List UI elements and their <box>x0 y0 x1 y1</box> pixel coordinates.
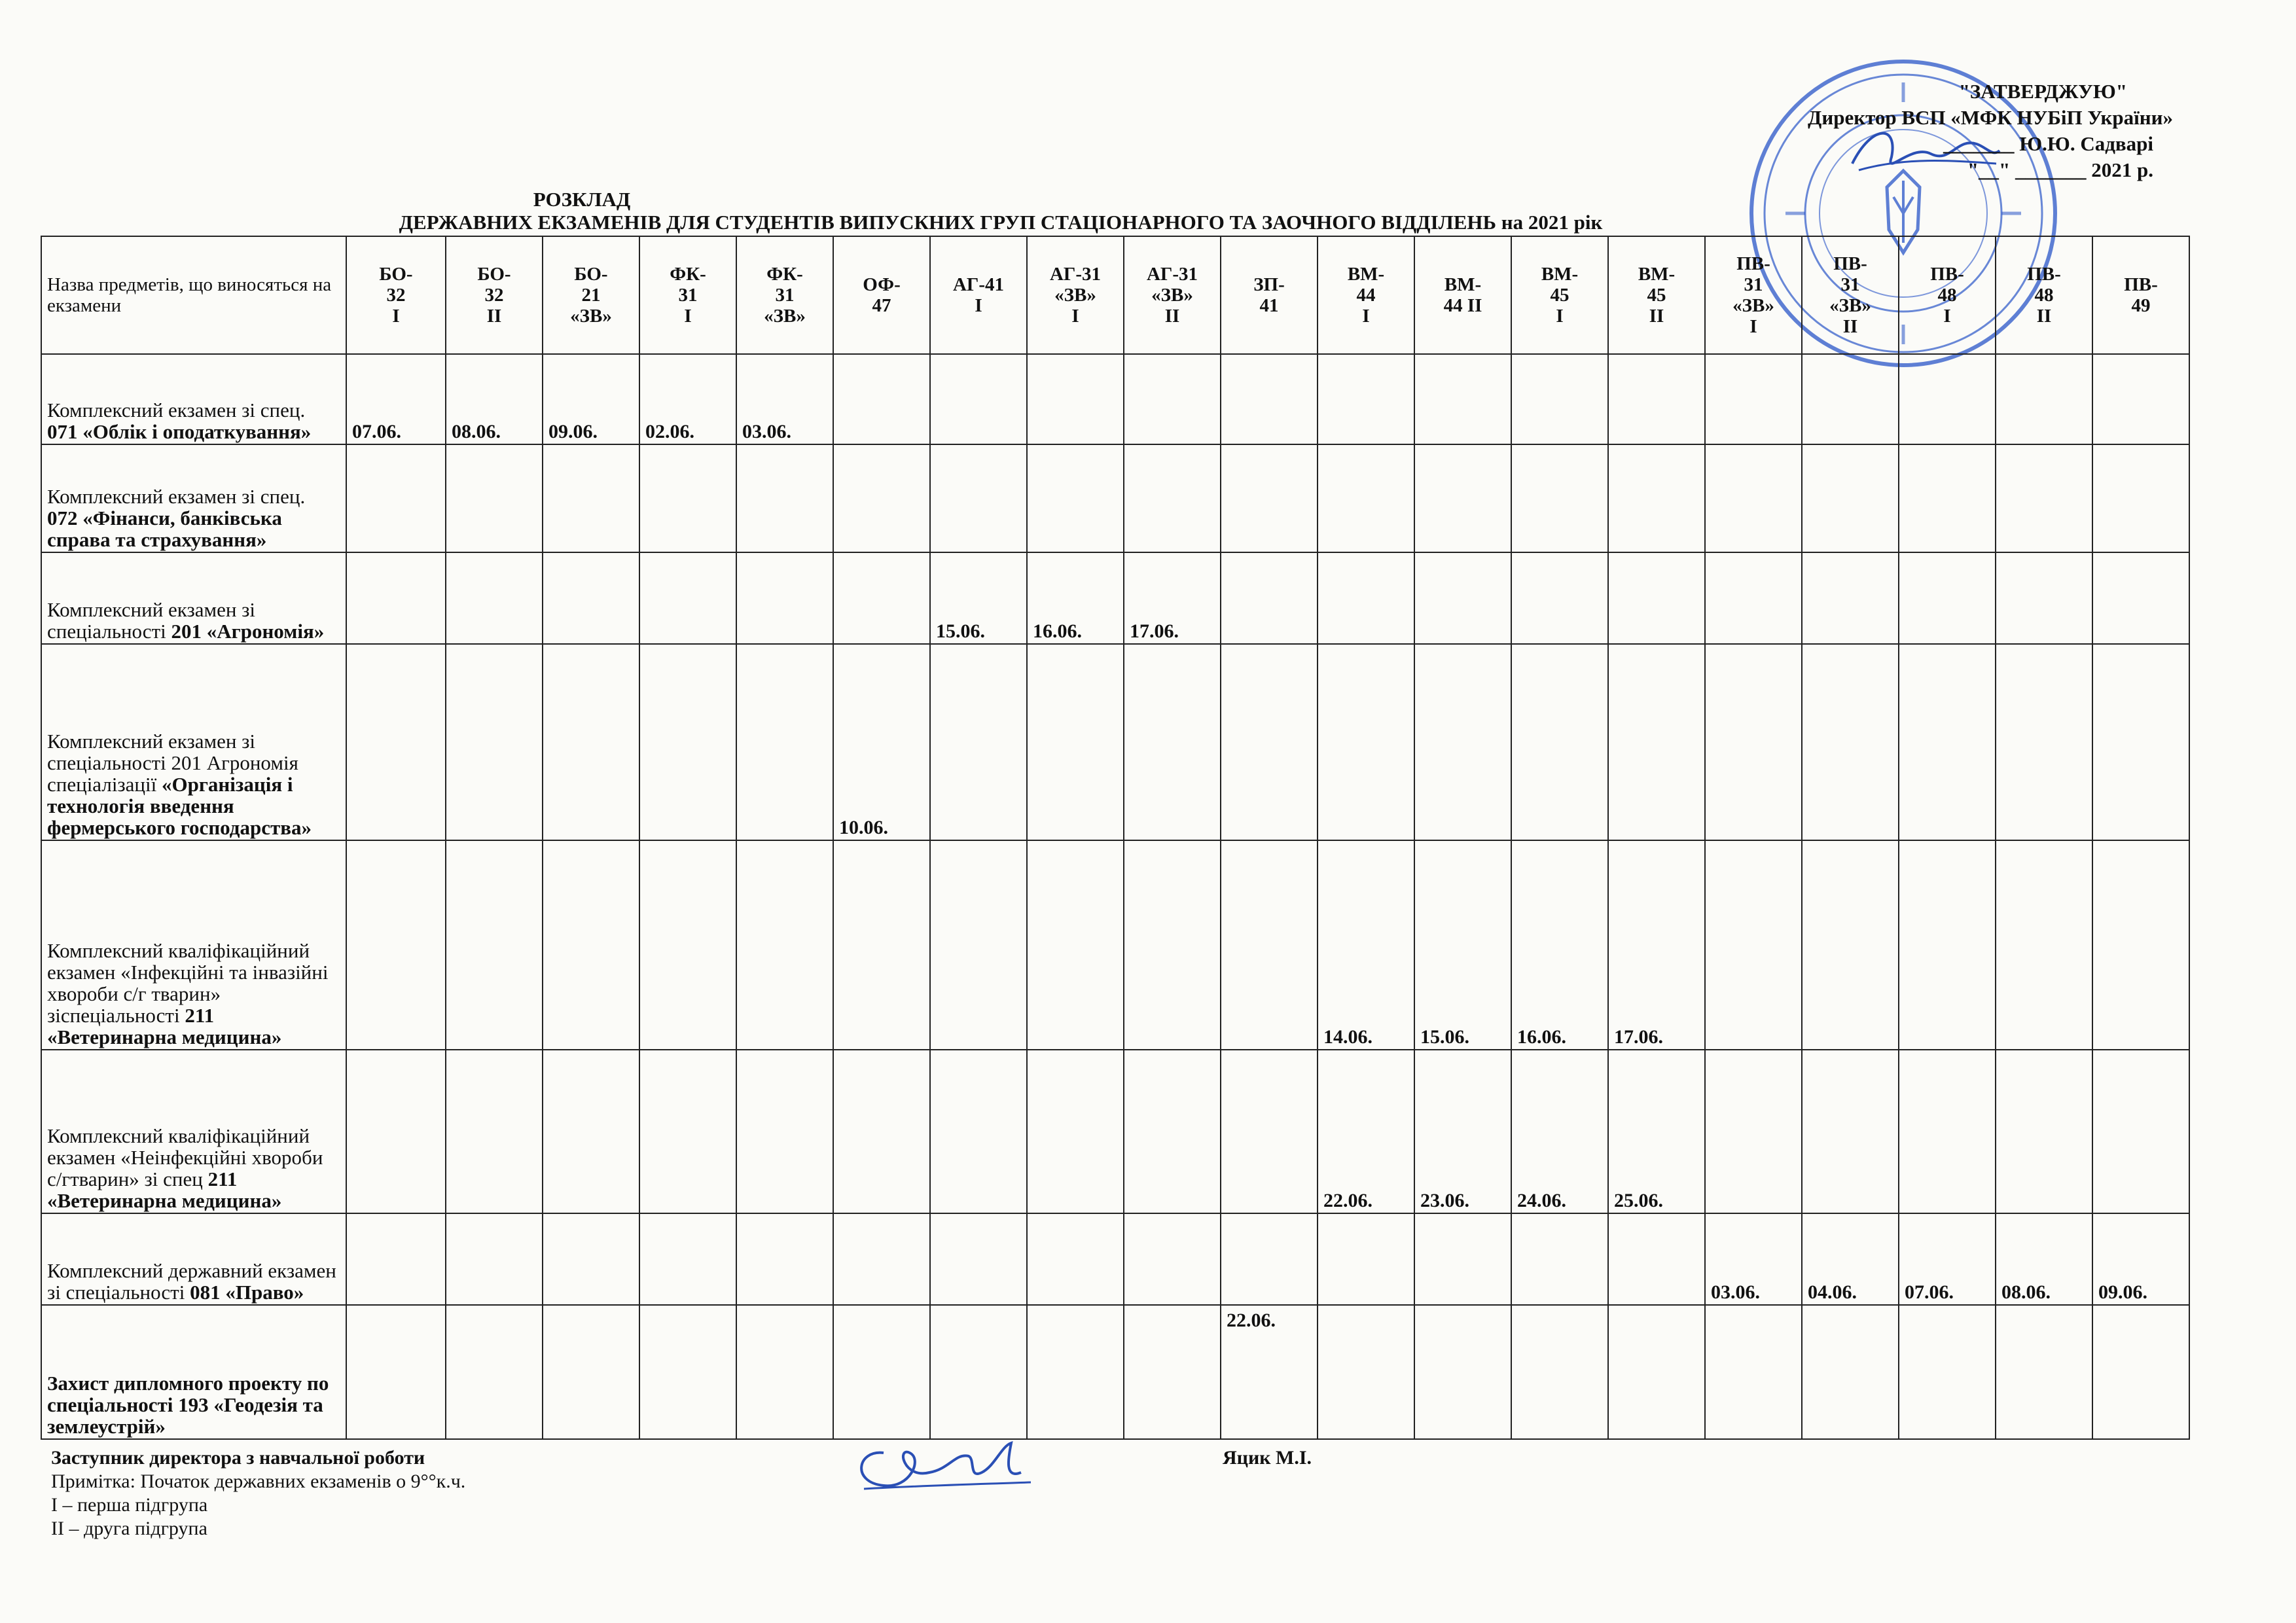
exam-date-cell <box>346 1305 446 1439</box>
group-header: АГ-41 І <box>930 236 1027 354</box>
exam-date-cell <box>1124 354 1221 444</box>
subject-text: Комплексний екзамен зі спеціальності 201 Агрономія спеціалізації <box>47 730 298 796</box>
title-schedule: РОЗКЛАД <box>533 188 631 211</box>
exam-date-cell <box>1705 1305 1802 1439</box>
exam-date-cell <box>1996 1305 2092 1439</box>
exam-date-cell <box>2092 1305 2189 1439</box>
exam-date-cell <box>1318 354 1414 444</box>
exam-date-cell <box>833 1050 930 1213</box>
exam-date-cell <box>639 552 736 644</box>
exam-date-cell <box>1318 1213 1414 1305</box>
group-header: БО- 32 ІІ <box>446 236 543 354</box>
exam-date-cell <box>1996 444 2092 552</box>
exam-date-cell <box>1221 552 1318 644</box>
exam-date-cell <box>2092 644 2189 840</box>
exam-date-cell <box>1802 1305 1899 1439</box>
exam-date-cell <box>543 1213 639 1305</box>
exam-date-cell <box>833 552 930 644</box>
exam-date-cell <box>446 1050 543 1213</box>
subject-cell <box>41 552 346 644</box>
group-header: БО- 21 «ЗВ» <box>543 236 639 354</box>
table-row <box>41 354 2189 444</box>
exam-date-cell <box>736 1213 833 1305</box>
exam-date-cell <box>1221 644 1318 840</box>
exam-date-cell <box>2092 1050 2189 1213</box>
table-header-row <box>41 236 2189 354</box>
subject-specialty: 201 «Агрономія» <box>171 620 325 643</box>
exam-date-cell <box>346 444 446 552</box>
exam-date-cell <box>1318 1305 1414 1439</box>
exam-date-cell: 09.06. <box>543 354 639 444</box>
exam-date-cell <box>639 644 736 840</box>
group-header: ПВ- 48 І <box>1899 236 1996 354</box>
subject-specialty: 072 «Фінанси, банківська справа та страхування» <box>47 507 282 551</box>
exam-date-cell <box>930 840 1027 1050</box>
exam-date-cell <box>1899 1050 1996 1213</box>
exam-date-cell <box>930 1050 1027 1213</box>
subject-text: Комплексний екзамен зі спеціальності <box>47 598 256 643</box>
exam-date-cell <box>930 644 1027 840</box>
exam-date-cell <box>543 552 639 644</box>
exam-date-cell <box>1414 552 1511 644</box>
exam-date-cell <box>446 1305 543 1439</box>
group-header: ПВ- 49 <box>2092 236 2189 354</box>
exam-date-cell <box>639 1305 736 1439</box>
exam-date-cell <box>833 444 930 552</box>
exam-date-cell <box>1221 1213 1318 1305</box>
exam-date-cell <box>1027 1213 1124 1305</box>
exam-date-cell: 10.06. <box>833 644 930 840</box>
exam-date-cell: 22.06. <box>1221 1305 1318 1439</box>
exam-date-cell <box>543 1050 639 1213</box>
subject-column-header: Назва предметів, що виносяться на екзамени <box>41 236 346 354</box>
exam-date-cell <box>1899 1305 1996 1439</box>
exam-date-cell <box>1221 444 1318 552</box>
exam-date-cell <box>1511 644 1608 840</box>
exam-date-cell <box>346 552 446 644</box>
subject-cell <box>41 840 346 1050</box>
exam-date-cell <box>2092 840 2189 1050</box>
exam-date-cell <box>346 644 446 840</box>
exam-date-cell <box>1705 1050 1802 1213</box>
subject-cell <box>41 1213 346 1305</box>
exam-date-cell <box>1027 644 1124 840</box>
subject-cell <box>41 444 346 552</box>
exam-date-cell <box>1414 444 1511 552</box>
exam-date-cell: 15.06. <box>930 552 1027 644</box>
exam-date-cell <box>446 552 543 644</box>
group-header: ФК- 31 «ЗВ» <box>736 236 833 354</box>
exam-date-cell <box>1996 354 2092 444</box>
exam-date-cell <box>833 840 930 1050</box>
exam-date-cell <box>1124 644 1221 840</box>
exam-date-cell <box>1705 444 1802 552</box>
approval-position: Директор ВСП «МФК НУБіП України» <box>1808 106 2173 129</box>
exam-date-cell <box>1705 552 1802 644</box>
subject-cell <box>41 1050 346 1213</box>
legend-subgroup-2: ІІ – друга підгрупа <box>51 1518 207 1539</box>
exam-date-cell: 08.06. <box>1996 1213 2092 1305</box>
exam-date-cell <box>736 644 833 840</box>
exam-date-cell <box>1511 1305 1608 1439</box>
exam-date-cell <box>1899 840 1996 1050</box>
exam-date-cell <box>346 1213 446 1305</box>
subject-specialty: 071 «Облік і оподаткування» <box>47 420 312 443</box>
subject-text: Комплексний кваліфікаційний екзамен «Інфекційні та інвазійні хвороби с/г тварин» зіспеціальності <box>47 939 329 1027</box>
deputy-title: Заступник директора з навчальної роботи <box>51 1447 425 1469</box>
exam-date-cell <box>1899 552 1996 644</box>
exam-date-cell <box>446 1213 543 1305</box>
subject-text: Комплексний екзамен зі спец. <box>47 399 306 421</box>
exam-date-cell <box>446 644 543 840</box>
exam-date-cell <box>1414 354 1511 444</box>
table-row <box>41 552 2189 644</box>
group-header: ВМ- 44 ІІ <box>1414 236 1511 354</box>
exam-date-cell <box>1705 644 1802 840</box>
exam-date-cell <box>1027 840 1124 1050</box>
approval-block <box>1676 79 2173 183</box>
exam-date-cell <box>736 1050 833 1213</box>
exam-date-cell: 07.06. <box>346 354 446 444</box>
exam-date-cell <box>1318 444 1414 552</box>
exam-date-cell <box>639 1050 736 1213</box>
group-header: ЗП- 41 <box>1221 236 1318 354</box>
exam-date-cell: 25.06. <box>1608 1050 1705 1213</box>
exam-date-cell <box>1027 1050 1124 1213</box>
exam-date-cell: 17.06. <box>1124 552 1221 644</box>
exam-date-cell <box>1802 1050 1899 1213</box>
footer <box>51 1446 1312 1541</box>
table-row <box>41 644 2189 840</box>
exam-date-cell <box>1996 644 2092 840</box>
subject-cell <box>41 1305 346 1439</box>
exam-date-cell <box>2092 444 2189 552</box>
exam-date-cell: 22.06. <box>1318 1050 1414 1213</box>
exam-date-cell <box>543 644 639 840</box>
group-header: ВМ- 45 ІІ <box>1608 236 1705 354</box>
exam-date-cell <box>1124 1305 1221 1439</box>
approval-heading: "ЗАТВЕРДЖУЮ" <box>1958 80 2127 103</box>
subject-specialty: Захист дипломного проекту по спеціальності 193 «Геодезія та землеустрій» <box>47 1372 329 1438</box>
exam-date-cell <box>543 1305 639 1439</box>
exam-date-cell: 04.06. <box>1802 1213 1899 1305</box>
exam-date-cell <box>1608 444 1705 552</box>
exam-date-cell <box>1608 1213 1705 1305</box>
subject-specialty: 211 «Ветеринарна медицина» <box>47 1004 282 1048</box>
exam-date-cell <box>930 444 1027 552</box>
exam-date-cell <box>543 840 639 1050</box>
exam-date-cell: 09.06. <box>2092 1213 2189 1305</box>
exam-date-cell <box>736 552 833 644</box>
exam-date-cell <box>346 1050 446 1213</box>
exam-date-cell <box>1511 354 1608 444</box>
exam-date-cell <box>1996 1050 2092 1213</box>
exam-date-cell <box>346 840 446 1050</box>
exam-date-cell <box>833 1213 930 1305</box>
exam-date-cell <box>1608 552 1705 644</box>
deputy-name: Яцик М.І. <box>1223 1447 1312 1469</box>
exam-date-cell <box>930 354 1027 444</box>
approval-signatory: _______ Ю.Ю. Садварі <box>1943 132 2153 155</box>
exam-date-cell: 03.06. <box>736 354 833 444</box>
exam-date-cell <box>1802 840 1899 1050</box>
start-time-note: Примітка: Початок державних екзаменів о 9°°к.ч. <box>51 1471 466 1492</box>
table-row <box>41 1050 2189 1213</box>
exam-date-cell <box>1802 444 1899 552</box>
exam-date-cell <box>930 1213 1027 1305</box>
exam-date-cell <box>736 444 833 552</box>
group-header: ПВ- 31 «ЗВ» І <box>1705 236 1802 354</box>
exam-date-cell <box>1899 644 1996 840</box>
exam-date-cell: 15.06. <box>1414 840 1511 1050</box>
group-header: ВМ- 44 І <box>1318 236 1414 354</box>
exam-date-cell: 03.06. <box>1705 1213 1802 1305</box>
exam-date-cell <box>2092 552 2189 644</box>
subject-cell <box>41 354 346 444</box>
exam-date-cell <box>1027 1305 1124 1439</box>
exam-date-cell <box>1124 1213 1221 1305</box>
exam-date-cell <box>1221 840 1318 1050</box>
exam-date-cell: 23.06. <box>1414 1050 1511 1213</box>
group-header: ФК- 31 І <box>639 236 736 354</box>
subject-specialty: 081 «Право» <box>190 1281 304 1304</box>
subject-text: Комплексний кваліфікаційний екзамен «Неінфекційні хвороби с/гтварин» зі спец <box>47 1124 323 1190</box>
exam-date-cell <box>1318 552 1414 644</box>
exam-date-cell <box>1124 444 1221 552</box>
document-title <box>0 188 2296 234</box>
exam-date-cell: 07.06. <box>1899 1213 1996 1305</box>
subject-text: Комплексний екзамен зі спец. <box>47 485 306 508</box>
exam-date-cell <box>1221 354 1318 444</box>
exam-date-cell <box>930 1305 1027 1439</box>
exam-date-cell: 02.06. <box>639 354 736 444</box>
exam-date-cell: 14.06. <box>1318 840 1414 1050</box>
exam-date-cell <box>1705 354 1802 444</box>
exam-date-cell <box>1608 354 1705 444</box>
table-row <box>41 444 2189 552</box>
exam-date-cell <box>446 444 543 552</box>
exam-date-cell <box>1027 444 1124 552</box>
deputy-signature <box>844 1433 1034 1505</box>
exam-date-cell <box>1414 644 1511 840</box>
exam-date-cell <box>1027 354 1124 444</box>
group-header: ОФ- 47 <box>833 236 930 354</box>
table-row <box>41 1213 2189 1305</box>
group-header: ПВ- 31 «ЗВ» ІІ <box>1802 236 1899 354</box>
exam-date-cell <box>1608 644 1705 840</box>
exam-date-cell <box>1802 644 1899 840</box>
subject-specialty: 211 «Ветеринарна медицина» <box>47 1168 282 1212</box>
exam-date-cell <box>639 840 736 1050</box>
subject-specialty: «Організація і технологія введення фермерського господарства» <box>47 773 312 839</box>
group-header: БО- 32 І <box>346 236 446 354</box>
exam-date-cell <box>1511 1213 1608 1305</box>
exam-date-cell <box>833 1305 930 1439</box>
exam-date-cell <box>1802 354 1899 444</box>
exam-date-cell <box>446 840 543 1050</box>
title-subtitle: ДЕРЖАВНИХ ЕКЗАМЕНІВ ДЛЯ СТУДЕНТІВ ВИПУСКНИХ ГРУП СТАЦІОНАРНОГО ТА ЗАОЧНОГО ВІДДІЛЕНЬ на 2021 рік <box>399 211 1603 234</box>
exam-date-cell <box>1996 840 2092 1050</box>
exam-date-cell <box>2092 354 2189 444</box>
exam-date-cell <box>1414 1213 1511 1305</box>
exam-date-cell <box>543 444 639 552</box>
exam-date-cell <box>736 840 833 1050</box>
table-row <box>41 840 2189 1050</box>
subject-text: Комплексний державний екзамен зі спеціальності <box>47 1259 336 1304</box>
exam-date-cell: 16.06. <box>1511 840 1608 1050</box>
exam-date-cell <box>1124 1050 1221 1213</box>
group-header: ПВ- 48 ІІ <box>1996 236 2092 354</box>
table-row <box>41 1305 2189 1439</box>
exam-date-cell: 16.06. <box>1027 552 1124 644</box>
exam-date-cell <box>1608 1305 1705 1439</box>
exam-date-cell: 24.06. <box>1511 1050 1608 1213</box>
exam-date-cell <box>1221 1050 1318 1213</box>
exam-date-cell <box>1414 1305 1511 1439</box>
exam-date-cell <box>1996 552 2092 644</box>
exam-date-cell <box>639 444 736 552</box>
exam-date-cell <box>1511 552 1608 644</box>
exam-date-cell <box>1802 552 1899 644</box>
exam-date-cell <box>1318 644 1414 840</box>
legend-subgroup-1: І – перша підгрупа <box>51 1494 208 1516</box>
subject-cell <box>41 644 346 840</box>
group-header: АГ-31 «ЗВ» І <box>1027 236 1124 354</box>
exam-date-cell <box>833 354 930 444</box>
group-header: ВМ- 45 І <box>1511 236 1608 354</box>
approval-date: "__" _______ 2021 р. <box>1967 158 2153 181</box>
exam-date-cell <box>1511 444 1608 552</box>
exam-date-cell: 08.06. <box>446 354 543 444</box>
exam-date-cell <box>639 1213 736 1305</box>
exam-date-cell <box>1899 354 1996 444</box>
exam-date-cell <box>1899 444 1996 552</box>
exam-schedule-table <box>41 236 2190 1440</box>
exam-date-cell <box>736 1305 833 1439</box>
group-header: АГ-31 «ЗВ» ІІ <box>1124 236 1221 354</box>
exam-date-cell <box>1705 840 1802 1050</box>
exam-date-cell: 17.06. <box>1608 840 1705 1050</box>
exam-date-cell <box>1124 840 1221 1050</box>
